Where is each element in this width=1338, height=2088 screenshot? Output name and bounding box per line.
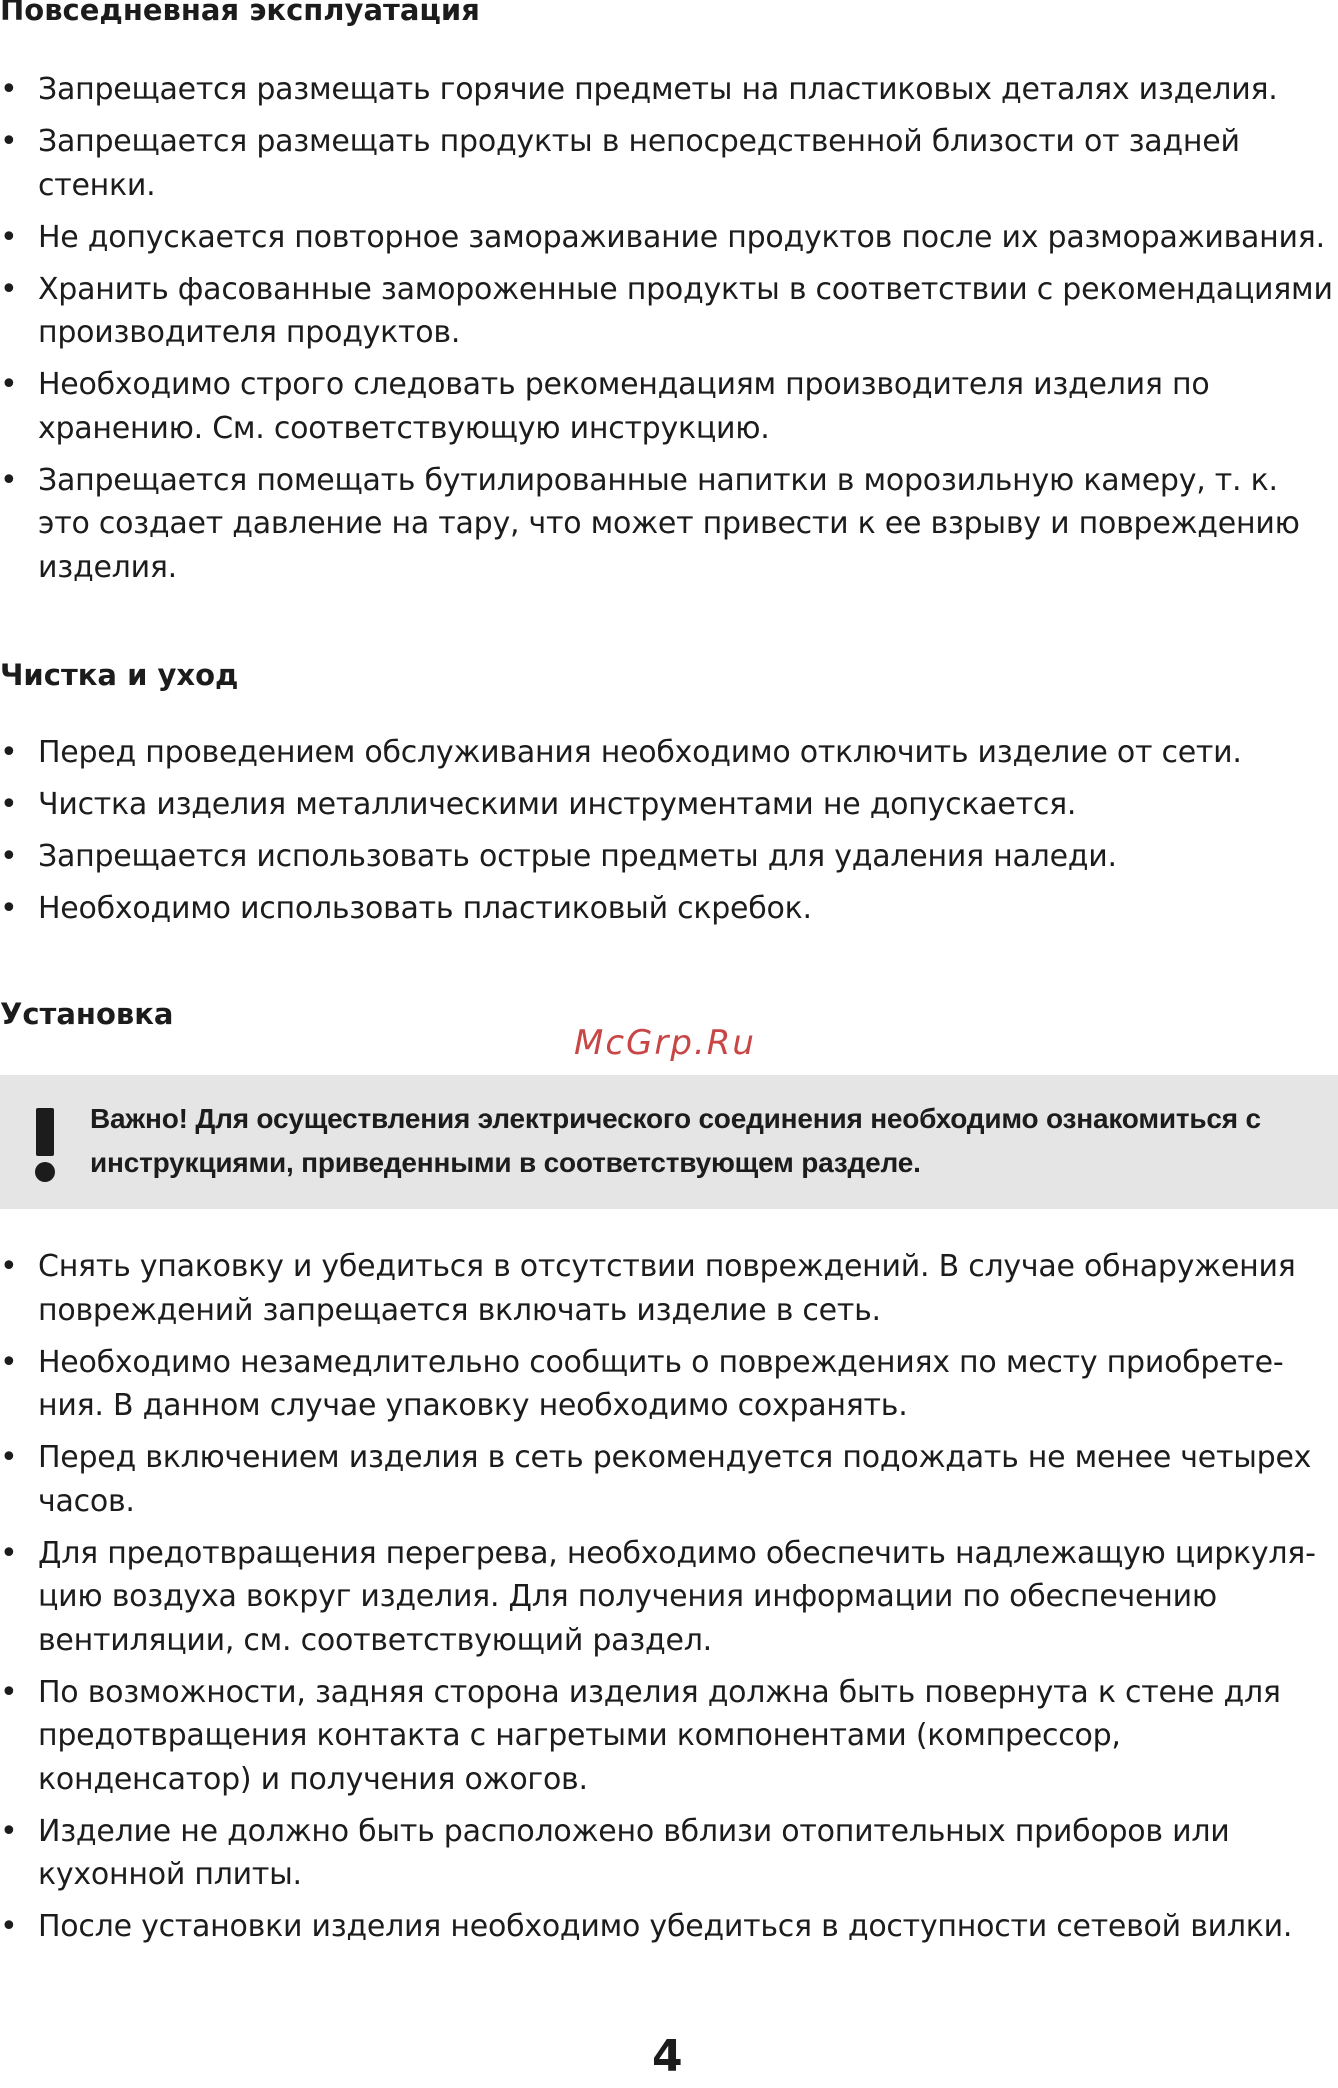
list-item: • Запрещается использовать острые предметы для удаления наледи. bbox=[0, 835, 1338, 879]
installation-list bbox=[0, 1245, 1338, 1957]
section-title-cleaning: Чистка и уход bbox=[0, 658, 239, 692]
list-item: • Для предотвращения перегрева, необходимо обеспечить надлежащую циркуля-цию воздуха вокруг изделия. Для получения информации по обеспечению вентиляции, см. соответствующий раздел. bbox=[0, 1532, 1338, 1663]
list-item: • Снять упаковку и убедиться в отсутствии повреждений. В случае обнаружения повреждений запрещается включать изделие в сеть. bbox=[0, 1245, 1338, 1332]
list-item: • Перед проведением обслуживания необходимо отключить изделие от сети. bbox=[0, 731, 1338, 775]
section-title-installation: Установка bbox=[0, 997, 174, 1031]
list-item: • Запрещается размещать горячие предметы на пластиковых деталях изделия. bbox=[0, 68, 1338, 112]
list-item: • Запрещается размещать продукты в непосредственной близости от задней стенки. bbox=[0, 120, 1338, 207]
exclamation-icon bbox=[26, 1108, 66, 1178]
list-item: • Изделие не должно быть расположено вблизи отопительных приборов или кухонной плиты. bbox=[0, 1810, 1338, 1897]
list-item: • Перед включением изделия в сеть рекомендуется подождать не менее четырех часов. bbox=[0, 1436, 1338, 1523]
section-title-daily-use: Повседневная эксплуатация bbox=[0, 0, 480, 27]
list-item: • Необходимо строго следовать рекомендациям производителя изделия по хранению. См. соответствующую инструкцию. bbox=[0, 363, 1338, 450]
important-notice bbox=[0, 1075, 1338, 1209]
list-item: • Не допускается повторное замораживание продуктов после их размораживания. bbox=[0, 216, 1338, 260]
list-item: • По возможности, задняя сторона изделия должна быть повернута к стене для предотвращения контакта с нагретыми компонентами (компрессор, конденсатор) и получения ожогов. bbox=[0, 1671, 1338, 1802]
cleaning-list bbox=[0, 731, 1338, 939]
list-item: • Чистка изделия металлическими инструментами не допускается. bbox=[0, 783, 1338, 827]
watermark: McGrp.Ru bbox=[574, 1023, 756, 1063]
list-item: • После установки изделия необходимо убедиться в доступности сетевой вилки. bbox=[0, 1905, 1338, 1949]
list-item: • Необходимо незамедлительно сообщить о повреждениях по месту приобрете-ния. В данном случае упаковку необходимо сохранять. bbox=[0, 1341, 1338, 1428]
list-item: • Необходимо использовать пластиковый скребок. bbox=[0, 887, 1338, 931]
notice-text: Важно! Для осуществления электрического соединения необходимо ознакомиться с инструкциями, приведенными в соответствующем разделе. bbox=[90, 1103, 1261, 1178]
list-item: • Запрещается помещать бутилированные напитки в морозильную камеру, т. к. это создает давление на тару, что может привести к ее взрыву и повреждению изделия. bbox=[0, 459, 1338, 590]
daily-use-list bbox=[0, 68, 1338, 598]
list-item: • Хранить фасованные замороженные продукты в соответствии с рекомендациями производителя продуктов. bbox=[0, 268, 1338, 355]
page-number: 4 bbox=[652, 2031, 683, 2082]
